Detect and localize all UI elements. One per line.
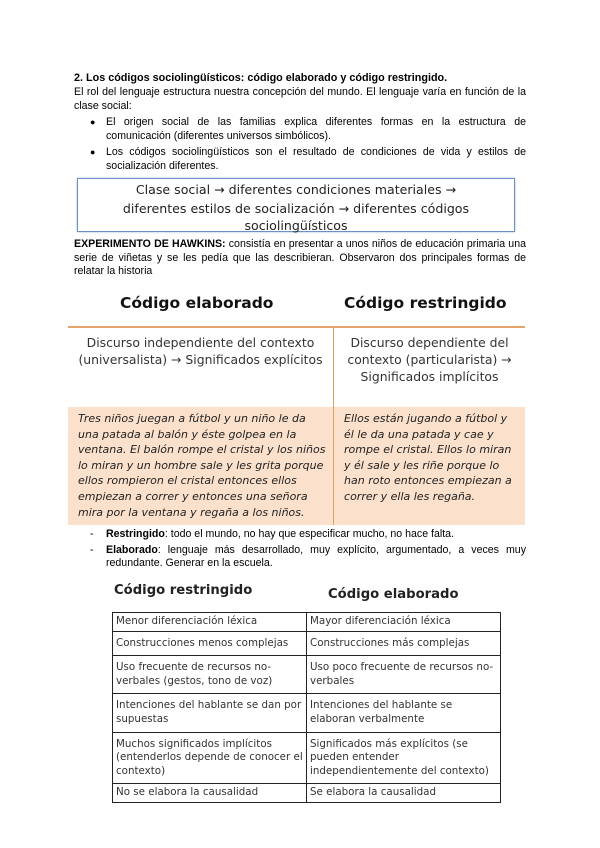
desc-restricted: Discurso dependiente del contexto (particularista) → Significados implícitos (347, 335, 512, 384)
dash-icon: - (90, 528, 94, 540)
section-heading: 2. Los códigos sociolingüísticos: código elaborado y código restringido. (74, 72, 448, 84)
cell-restricted: Uso frecuente de recursos no-verbales (gestos, tono de voz) (113, 656, 307, 694)
bullet-item (74, 146, 526, 173)
cell-elaborated: Significados más explícitos (se pueden entender independientemente del contexto) (307, 732, 501, 784)
bullet-item (74, 116, 526, 143)
desc-elaborated: Discurso independiente del contexto (universalista) → Significados explícitos (68, 326, 334, 407)
example-elaborated: Tres niños juegan a fútbol y un niño le da una patada al balón y éste golpea en la ventana. El balón rompe el cristal y los niños lo miran y un hombre sale y les grita porque ellos rompieron el cristal entonces ellos empiezan a correr y entonces una señora mira por la ventana y regaña a los niños. (68, 407, 334, 525)
definition-term: Restringido (106, 528, 165, 540)
cell-elaborated: Se elabora la causalidad (307, 784, 501, 803)
cell-restricted: No se elabora la causalidad (113, 784, 307, 803)
experiment-text: consistía en presentar a unos niños de educación primaria una serie de viñetas y se les pedía que las describieran. Observaron dos principales formas de relatar la historia (74, 238, 526, 278)
example-restricted: Ellos están jugando a fútbol y él le da una patada y cae y rompe el cristal. Ellos lo miran y él sale y les riñe porque lo han roto entonces empiezan a correr y ella les regaña. (334, 407, 525, 525)
definition-text: : lenguaje más desarrollado, muy explícito, argumentado, a veces muy redundante. Generar en la escuela. (106, 543, 526, 570)
cell-elaborated: Construcciones más complejas (307, 631, 501, 656)
table-row (113, 631, 501, 656)
definition-item (74, 544, 526, 571)
table-row (113, 694, 501, 732)
comparison-table (68, 326, 525, 525)
cell-restricted: Intenciones del hablante se dan por supuestas (113, 694, 307, 732)
definition-list (74, 528, 526, 573)
callout-line-1: Clase social → diferentes condiciones materiales → (135, 182, 457, 197)
table-row (113, 784, 501, 803)
dash-icon: - (90, 543, 94, 556)
bullet-dot-icon: ● (90, 147, 96, 158)
cell-elaborated: Mayor diferenciación léxica (307, 613, 501, 632)
experiment-paragraph (74, 238, 526, 279)
table-row (113, 732, 501, 784)
cell-elaborated: Intenciones del hablante se elaboran verbalmente (307, 694, 501, 732)
comparison-title-restricted: Código restringido (344, 294, 507, 312)
table-row (113, 613, 501, 632)
definition-item (74, 528, 526, 542)
social-class-callout (77, 178, 515, 232)
table-row (113, 656, 501, 694)
features-title-elaborated: Código elaborado (328, 587, 459, 602)
cell-restricted: Muchos significados implícitos (entenderlos depende de conocer el contexto) (113, 732, 307, 784)
bullet-text: El origen social de las familias explica diferentes formas en la estructura de comunicación (diferentes universos simbólicos). (106, 116, 526, 142)
definition-text: : todo el mundo, no hay que especificar mucho, no hace falta. (164, 528, 455, 540)
features-table (112, 612, 501, 803)
intro-paragraph: El rol del lenguaje estructura nuestra concepción del mundo. El lenguaje varía en función de la clase social: (74, 86, 526, 112)
cell-restricted: Construcciones menos complejas (113, 631, 307, 656)
features-title-restricted: Código restringido (114, 583, 253, 598)
definition-term: Elaborado (106, 543, 158, 556)
comparison-title-elaborated: Código elaborado (120, 294, 274, 312)
cell-elaborated: Uso poco frecuente de recursos no-verbales (307, 656, 501, 694)
experiment-label: EXPERIMENTO DE HAWKINS: (74, 238, 226, 250)
bullet-list (74, 116, 526, 176)
bullet-text: Los códigos sociolingüísticos son el resultado de condiciones de vida y estilos de socialización diferentes. (106, 146, 526, 172)
cell-restricted: Menor diferenciación léxica (113, 613, 307, 632)
callout-line-2: diferentes estilos de socialización → diferentes códigos sociolingüísticos (122, 201, 470, 233)
bullet-dot-icon: ● (90, 117, 96, 127)
table-top-rule (68, 326, 525, 328)
